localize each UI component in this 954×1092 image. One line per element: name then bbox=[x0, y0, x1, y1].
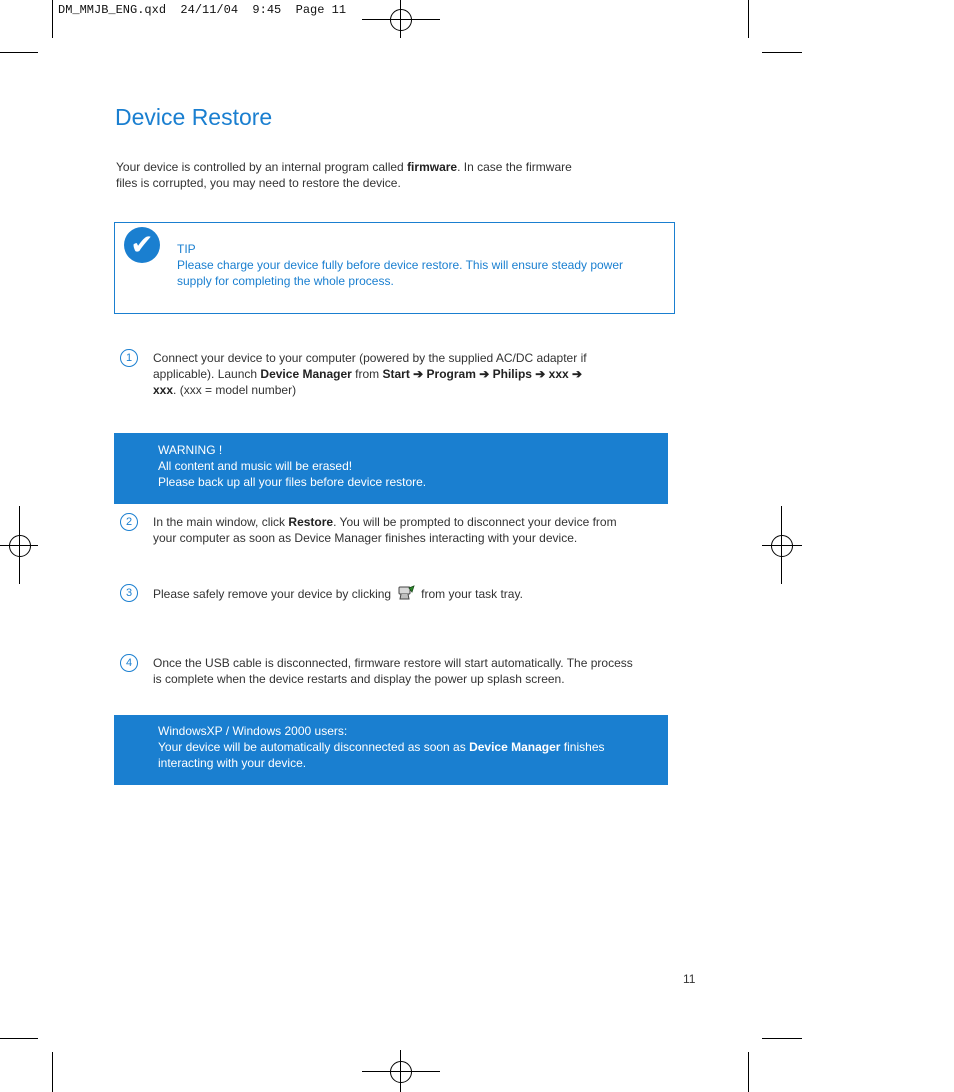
step-3-text: Please safely remove your device by clicking from your task tray. bbox=[153, 585, 633, 605]
windows-note-text: WindowsXP / Windows 2000 users: Your device will be automatically disconnected as soon as Device Manager finishes interacting with your device. bbox=[158, 724, 605, 770]
intro-paragraph: Your device is controlled by an internal program called firmware. In case the firmware files is corrupted, you may need to restore the device. bbox=[116, 160, 572, 190]
step-1-text: Connect your device to your computer (powered by the supplied AC/DC adapter if applicable). Launch Device Manager from Start ➔ Program ➔ Philips ➔ xxx ➔ xxx. (xxx = model number) bbox=[153, 351, 587, 397]
windows-note-panel bbox=[114, 715, 668, 785]
tip-text: TIP Please charge your device fully before device restore. This will ensure steady power supply for completing the whole process. bbox=[177, 242, 624, 288]
safely-remove-hardware-icon bbox=[397, 585, 415, 605]
warning-panel bbox=[114, 433, 668, 504]
warning-text: WARNING ! All content and music will be erased! Please back up all your files before device restore. bbox=[158, 443, 427, 489]
page-title: Device Restore bbox=[115, 104, 273, 130]
tip-label: TIP bbox=[177, 242, 196, 256]
printer-slug: DM_MMJB_ENG.qxd 24/11/04 9:45 Page 11 bbox=[58, 3, 347, 17]
step-number: 4 bbox=[120, 654, 138, 672]
checkmark-icon: ✔ bbox=[124, 227, 160, 263]
page-number: 11 bbox=[683, 972, 696, 986]
step-number: 2 bbox=[120, 513, 138, 531]
step-number: 1 bbox=[120, 349, 138, 367]
step-number: 3 bbox=[120, 584, 138, 602]
step-2-text: In the main window, click Restore. You will be prompted to disconnect your device from your computer as soon as Device Manager finishes interacting with your device. bbox=[153, 515, 617, 545]
step-4-text: Once the USB cable is disconnected, firmware restore will start automatically. The process is complete when the device restarts and display the power up splash screen. bbox=[153, 656, 633, 686]
